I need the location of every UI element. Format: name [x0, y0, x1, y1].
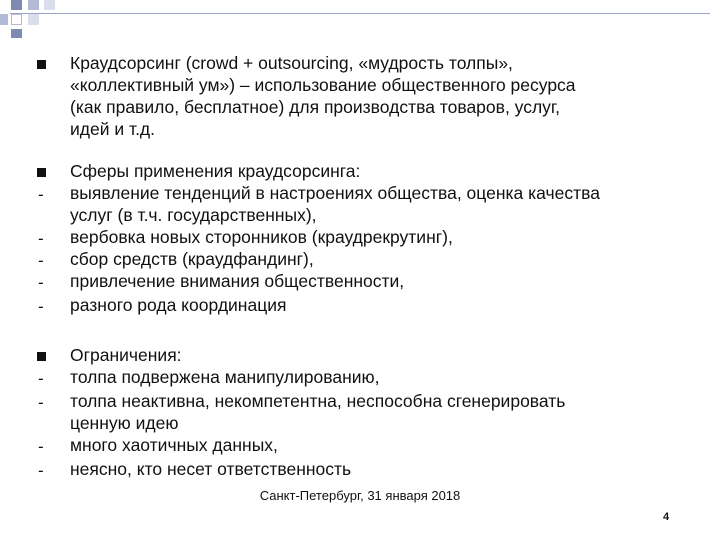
list-item: привлечение внимания общественности, [70, 271, 405, 291]
list-item: толпа неактивна, некомпетентна, неспособна сгенерировать ценную идею [70, 391, 566, 433]
list-dash: - [38, 229, 44, 248]
list-dash: - [38, 437, 44, 456]
list-dash: - [38, 393, 44, 412]
page-number: 4 [663, 511, 670, 523]
section-1-text: Краудсорсинг (crowd + outsourcing, «мудрость толпы», «коллективный ум») – использование общественного ресурса (как правило, бесплатное) для производства товаров, услуг, идей и т.д. [70, 53, 576, 139]
list-dash: - [38, 297, 44, 316]
list-item: много хаотичных данных, [70, 435, 278, 455]
list-dash: - [38, 461, 44, 480]
list-item: выявление тенденций в настроениях общества, оценка качества услуг (в т.ч. государственных), [70, 183, 600, 225]
list-item: толпа подвержена манипулированию, [70, 367, 380, 387]
list-dash: - [38, 251, 44, 270]
section-3-heading: Ограничения: [70, 345, 182, 365]
section-3-bullet [37, 352, 46, 361]
corner-decoration [0, 0, 200, 40]
list-item: разного рода координация [70, 295, 287, 315]
footer-location-date: Санкт-Петербург, 31 января 2018 [259, 488, 461, 503]
list-item: неясно, кто несет ответственность [70, 459, 352, 479]
list-item: вербовка новых сторонников (краудрекрутинг), [70, 227, 453, 247]
list-dash: - [38, 185, 44, 204]
section-2-bullet [37, 168, 46, 177]
header-rule [10, 13, 710, 14]
section-1-bullet [37, 60, 46, 69]
list-dash: - [38, 273, 44, 292]
section-2-heading: Сферы применения краудсорсинга: [70, 161, 361, 181]
list-item: сбор средств (краудфандинг), [70, 249, 314, 269]
list-dash: - [38, 369, 44, 388]
